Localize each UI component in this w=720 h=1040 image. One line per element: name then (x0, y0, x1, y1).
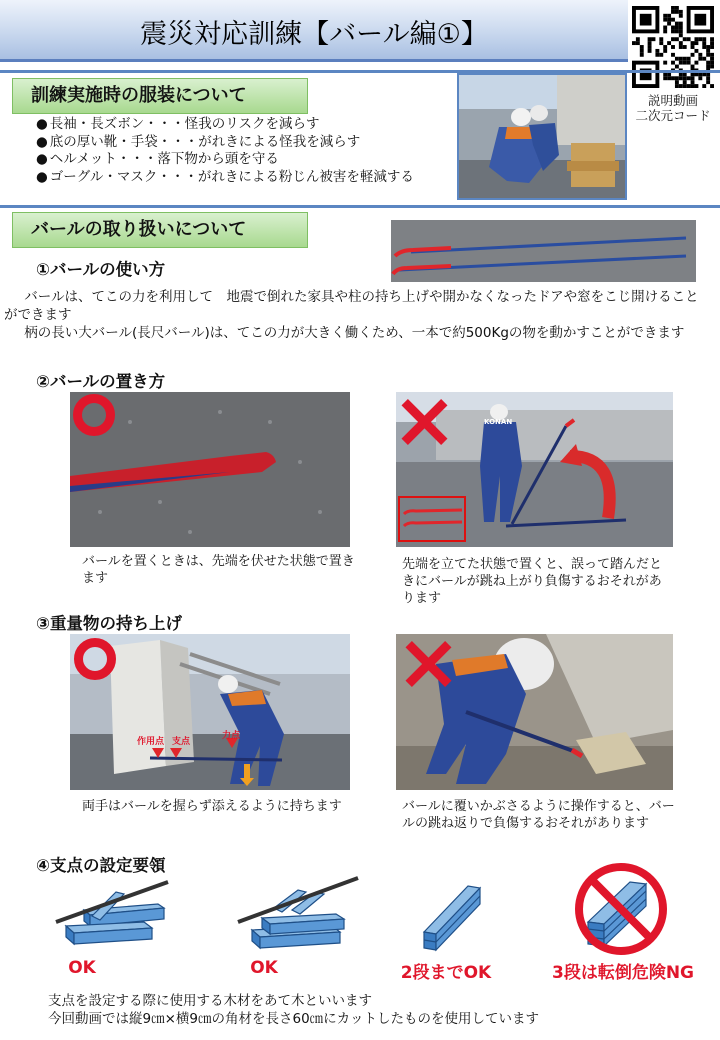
section-heading-bar: バールの取り扱いについて (12, 212, 308, 248)
fulcrum-diagram-two-stack (414, 876, 492, 954)
section-heading-attire: 訓練実施時の服装について (12, 78, 308, 114)
subheading-usage: ①バールの使い方 (36, 260, 166, 279)
qr-code[interactable] (632, 6, 714, 88)
usage-paragraph-2: 柄の長い大バール(長尺バール)は、てこの力が大きく働くため、一本で約500Kgの物を動かすことができます (24, 325, 685, 341)
subheading-placement: ②バールの置き方 (36, 372, 166, 391)
ng-cross-icon (400, 398, 448, 446)
fulcrum-label-4: 3段は転倒危険NG (551, 963, 694, 983)
attire-photo (457, 73, 627, 200)
fulcrum-label: 支点 (172, 737, 191, 747)
list-item: ● ゴーグル・マスク・・・がれきによる粉じん被害を軽減する (36, 169, 414, 187)
placement-good-caption: バールを置くときは、先端を伏せた状態で置きます (82, 554, 355, 586)
ng-cross-icon (404, 640, 452, 688)
crowbar-photo (391, 220, 696, 282)
footer-line-1: 支点を設定する際に使用する木材をあて木といいます (48, 993, 372, 1009)
ok-circle-icon (74, 638, 116, 680)
footer-line-2: 今回動画では縦9㎝×横9㎝の角材を長さ60㎝にカットしたものを使用しています (48, 1011, 540, 1027)
vest-text: KONAN (484, 418, 513, 426)
subheading-lifting: ③重量物の持ち上げ (36, 614, 182, 633)
action-point-label: 作用点 (137, 737, 165, 747)
lifting-bad-caption: バールに覆いかぶさるように操作すると、バールの跳ね返りで負傷するおそれがあります (402, 799, 675, 831)
fulcrum-label-2: OK (250, 958, 278, 978)
qr-code-image (632, 6, 714, 88)
qr-caption (626, 93, 720, 123)
fulcrum-diagram-cross-single (48, 868, 172, 954)
list-item: ● 長袖・長ズボン・・・怪我のリスクを減らす (36, 116, 414, 134)
footer-note (48, 992, 539, 1028)
qr-caption-line1: 説明動画 (647, 93, 698, 108)
page-title: 震災対応訓練【バール編①】 (140, 19, 488, 50)
qr-caption-line2: 二次元コード (635, 108, 711, 123)
usage-paragraph-1: バールは、てこの力を利用して 地震で倒れた家具や柱の持ち上げや開かなくなったドアや窓をこじ開けることができます (4, 289, 699, 323)
section-divider (0, 205, 720, 208)
ok-circle-icon (73, 394, 115, 436)
fulcrum-diagram-three-stack-ng (572, 860, 670, 958)
list-item: ● 底の厚い靴・手袋・・・がれきによる怪我を減らす (36, 134, 414, 152)
placement-bad-caption: 先端を立てた状態で置くと、誤って踏んだときにバールが跳ね上がり負傷するおそれがあります (402, 557, 663, 606)
list-item: ● ヘルメット・・・落下物から頭を守る (36, 151, 414, 169)
lifting-good-caption: 両手はバールを握らず添えるように持ちます (82, 799, 342, 814)
attire-bullet-list (36, 116, 414, 186)
subheading-fulcrum: ④支点の設定要領 (36, 856, 166, 875)
fulcrum-label-3: 2段までOK (400, 963, 492, 983)
force-point-label: 力点 (222, 731, 241, 741)
fulcrum-label-1: OK (68, 958, 96, 978)
inset-highlight-box (398, 496, 466, 542)
fulcrum-diagram-cross-double (232, 868, 362, 954)
